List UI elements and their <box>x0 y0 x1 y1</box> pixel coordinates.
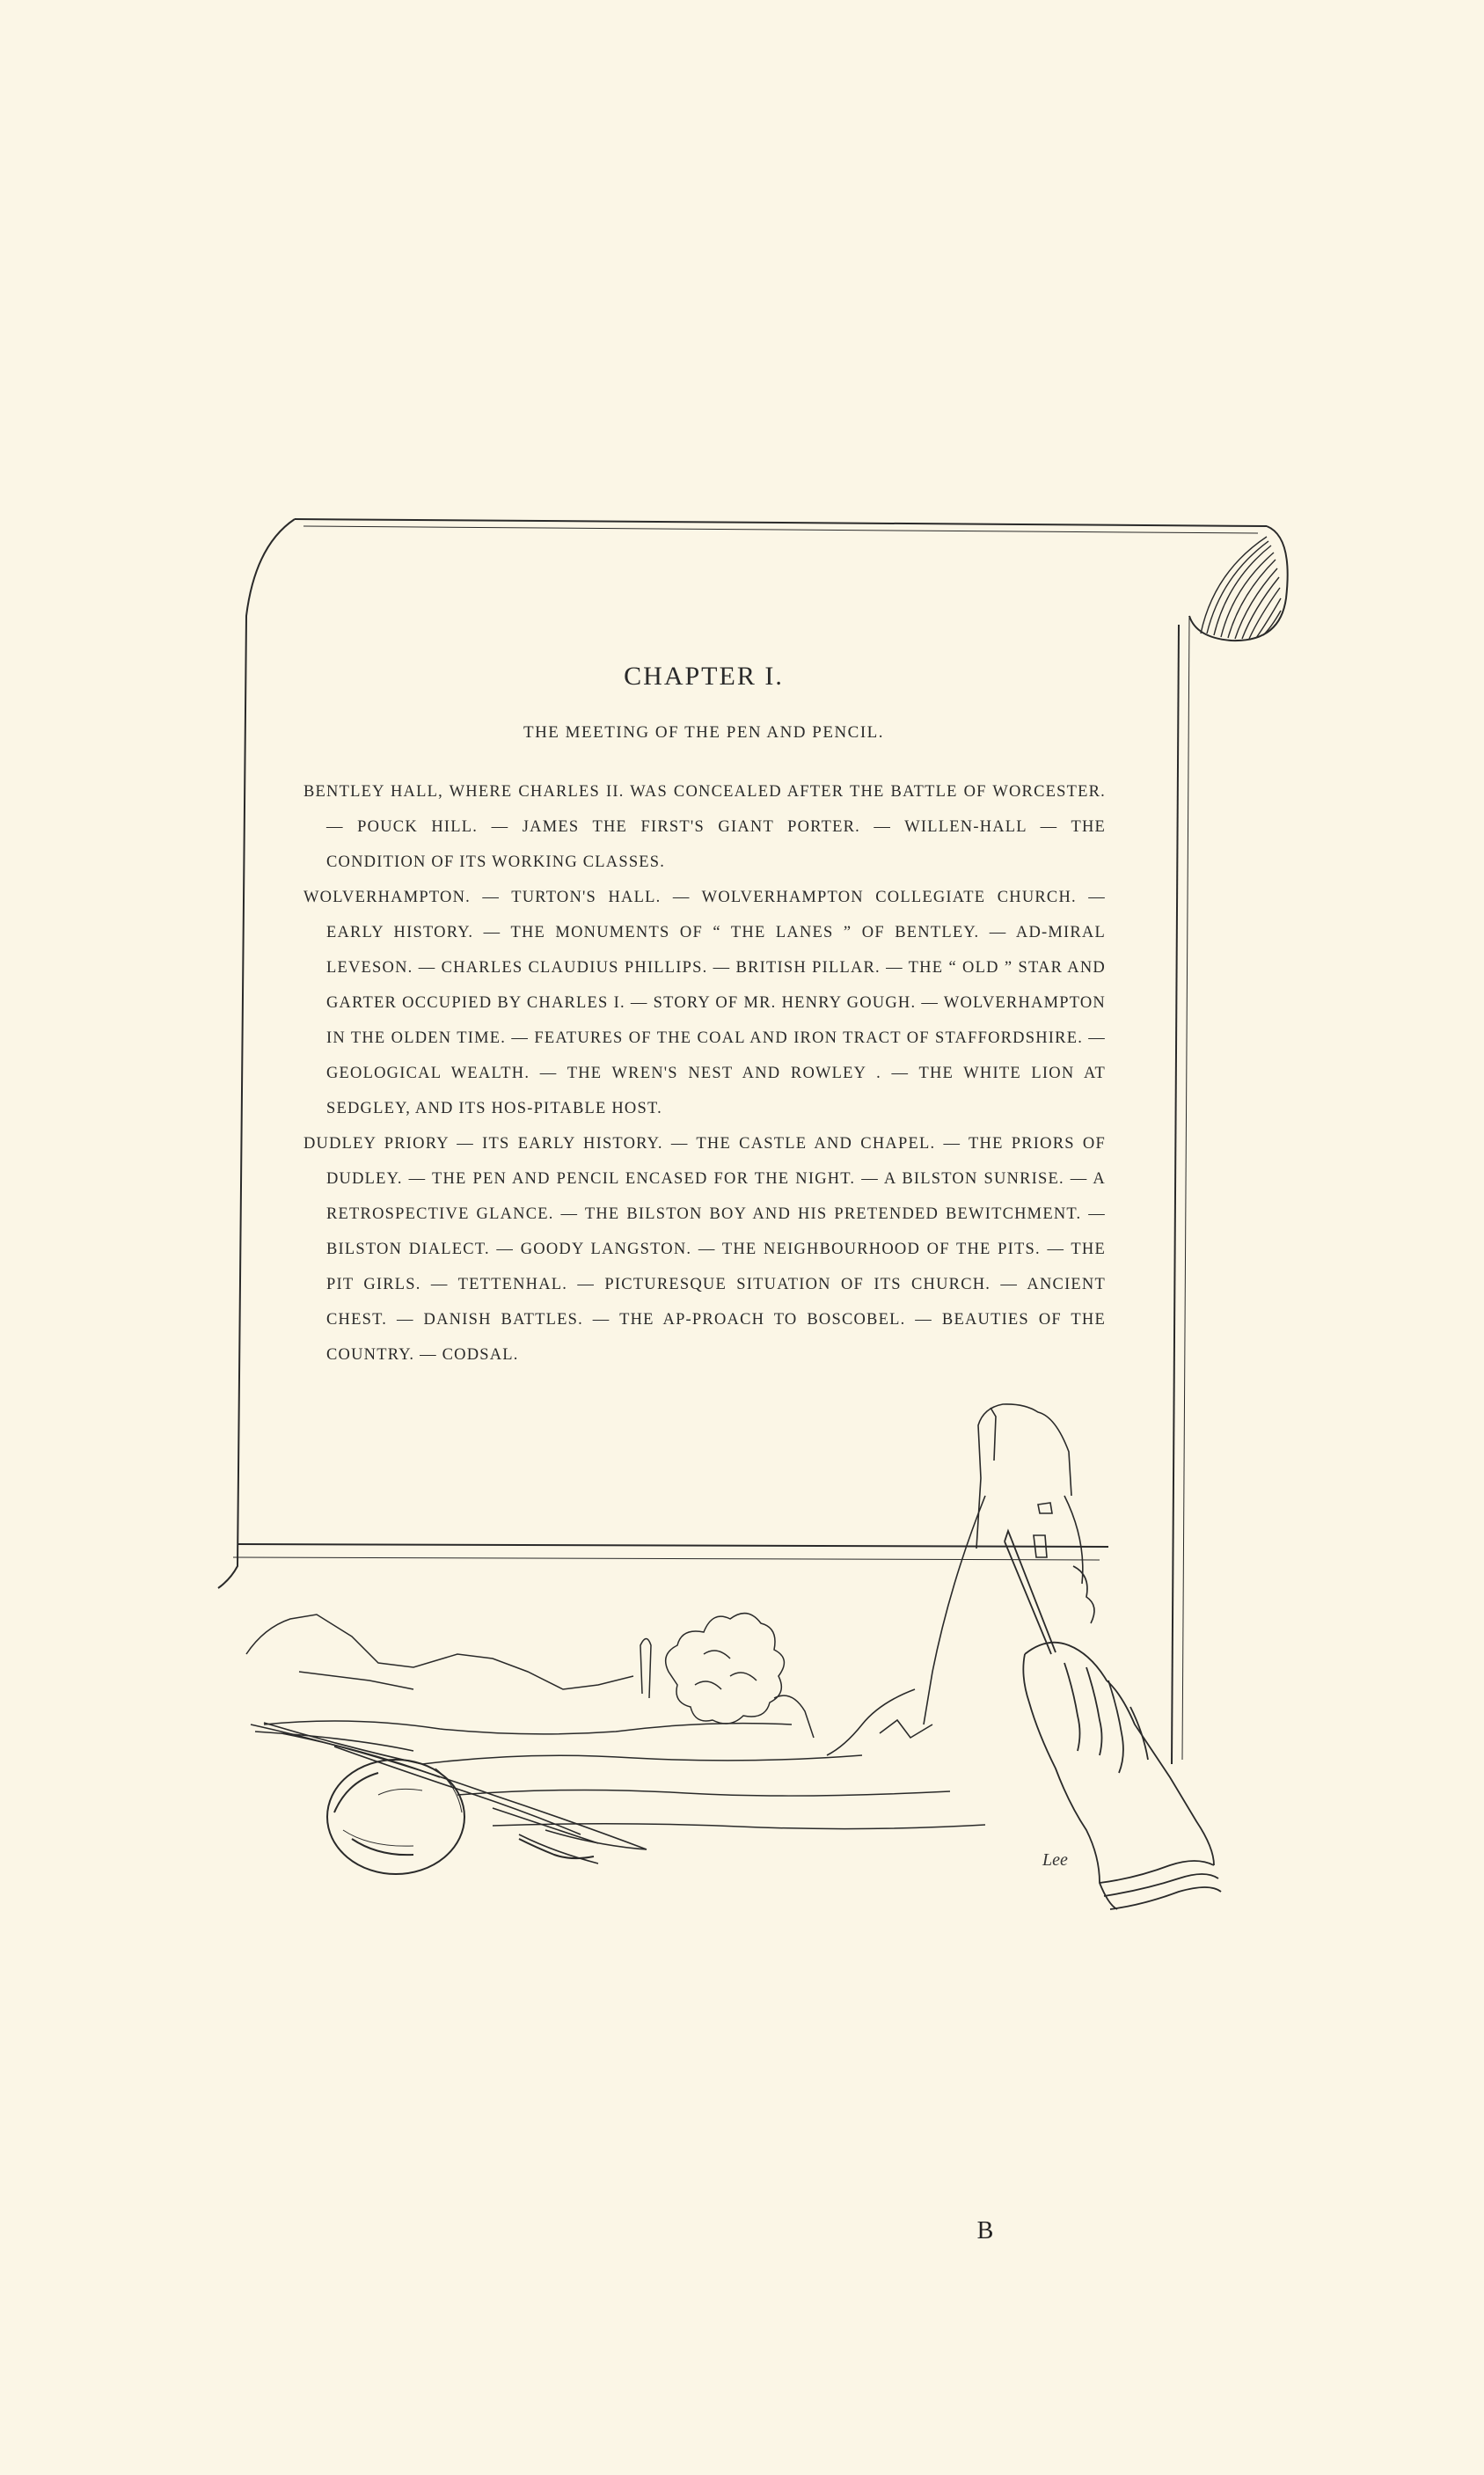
trees-sketch <box>640 1614 814 1738</box>
scroll-left-edge <box>218 519 295 1588</box>
landscape-sketch <box>246 1615 985 1829</box>
scroll-top-edge-inner <box>303 526 1258 533</box>
contents-paragraph: DUDLEY PRIORY — ITS EARLY HISTORY. — THE CASTLE AND CHAPEL. — THE PRIORS OF DUDLEY. — THE PEN AND PENCIL ENCASED FOR THE NIGHT. — A BILSTON SUNRISE. — A RETROSPECTIVE GLANCE. — THE BILSTON BOY AND HIS PRETENDED BEWITCHMENT. — BILSTON DIALECT. — GOODY LANGSTON. — THE NEIGHBOURHOOD OF THE PITS. — THE PIT GIRLS. — TETTENHAL. — PICTURESQUE SITUATION OF ITS CHURCH. — ANCIENT CHEST. — DANISH BATTLES. — THE AP-PROACH TO BOSCOBEL. — BEAUTIES OF THE COUNTRY. — CODSAL. <box>303 1135 1106 1364</box>
artist-signature: Lee <box>1042 1850 1068 1870</box>
scroll-bottom-edge <box>238 1544 1108 1547</box>
chapter-title: CHAPTER I. <box>624 662 784 691</box>
hand-with-pencil-icon <box>1005 1531 1221 1909</box>
scroll-roll-icon <box>1189 526 1288 641</box>
scroll-right-edge-inner <box>1182 616 1189 1760</box>
contents-paragraph: BENTLEY HALL, WHERE CHARLES II. WAS CONCEALED AFTER THE BATTLE OF WORCESTER. — POUCK HILL. — JAMES THE FIRST'S GIANT PORTER. — WILLEN-HALL — THE CONDITION OF ITS WORKING CLASSES. <box>303 783 1106 871</box>
chapter-subtitle: THE MEETING OF THE PEN AND PENCIL. <box>523 723 885 742</box>
inkpot-icon <box>327 1760 594 1874</box>
castle-ruins-sketch <box>827 1404 1094 1755</box>
chapter-contents <box>303 774 1106 1373</box>
scroll-bottom-edge-2 <box>233 1557 1100 1560</box>
scroll-right-edge <box>1172 625 1179 1764</box>
quill-feather-icon <box>251 1723 647 1864</box>
scroll-top-edge <box>295 519 1267 526</box>
contents-paragraph: WOLVERHAMPTON. — TURTON'S HALL. — WOLVERHAMPTON COLLEGIATE CHURCH. — EARLY HISTORY. — THE MONUMENTS OF “ THE LANES ” OF BENTLEY. — AD-MIRAL LEVESON. — CHARLES CLAUDIUS PHILLIPS. — BRITISH PILLAR. — THE “ OLD ” STAR AND GARTER OCCUPIED BY CHARLES I. — STORY OF MR. HENRY GOUGH. — WOLVERHAMPTON IN THE OLDEN TIME. — FEATURES OF THE COAL AND IRON TRACT OF STAFFORDSHIRE. — GEOLOGICAL WEALTH. — THE WREN'S NEST AND ROWLEY . — THE WHITE LION AT SEDGLEY, AND ITS HOS-PITABLE HOST. <box>303 889 1106 1117</box>
signature-mark: B <box>976 2217 994 2244</box>
